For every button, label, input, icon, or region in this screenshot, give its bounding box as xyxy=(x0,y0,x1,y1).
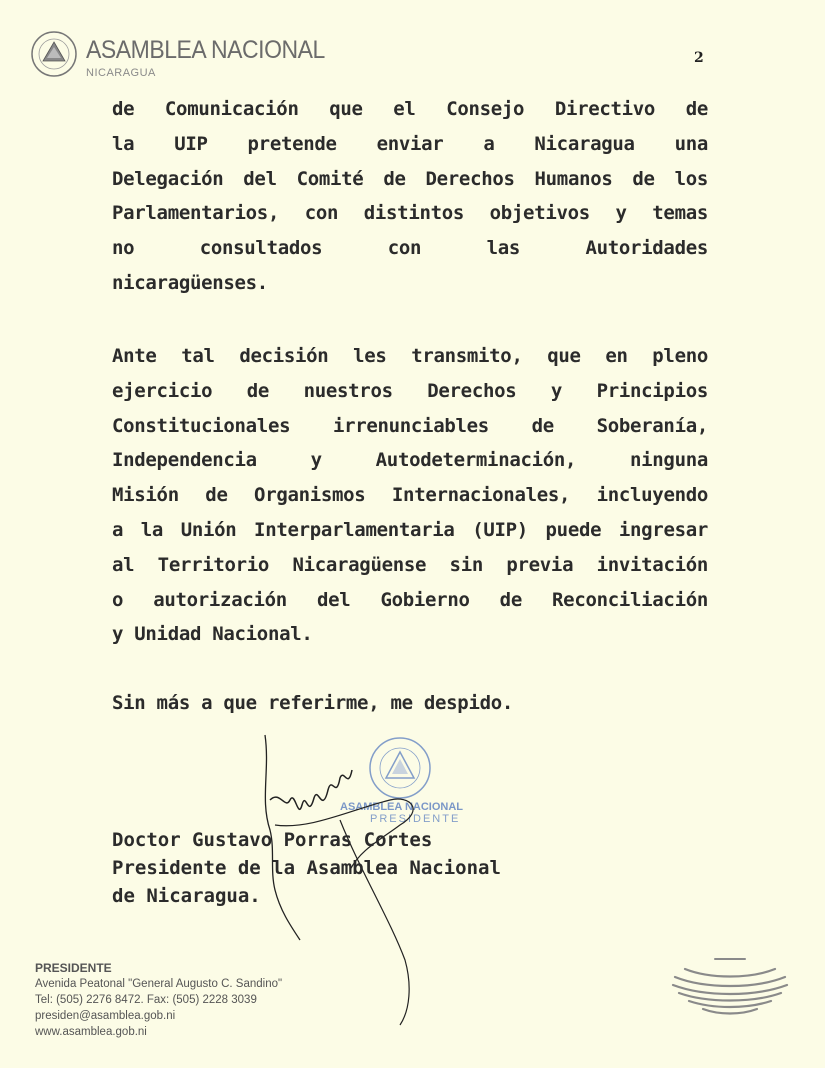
footer-email: presiden@asamblea.gob.ni xyxy=(35,1010,176,1022)
text-line: ejercicio de nuestros Derechos y Principios xyxy=(112,379,708,402)
institution-name: ASAMBLEA NACIONAL xyxy=(86,36,325,64)
page-number: 2 xyxy=(694,50,704,66)
text-line: Parlamentarios, con distintos objetivos y temas xyxy=(112,202,708,225)
signatory-country: de Nicaragua. xyxy=(112,885,261,907)
institution-brand xyxy=(86,36,346,79)
text-line: Independencia y Autodeterminación, ninguna xyxy=(112,449,708,472)
footer-address: Avenida Peatonal "General Augusto C. Sandino" xyxy=(35,978,283,990)
text-line: Misión de Organismos Internacionales, incluyendo xyxy=(112,484,708,507)
text-line: no consultados con las Autoridades xyxy=(112,237,708,260)
assembly-hemicycle-icon xyxy=(665,955,795,1025)
text-line: al Territorio Nicaragüense sin previa invitación xyxy=(112,553,708,576)
paragraph-2 xyxy=(112,339,708,652)
national-seal-icon xyxy=(30,30,78,78)
footer-website: www.asamblea.gob.ni xyxy=(35,1026,147,1038)
institution-country: NICARAGUA xyxy=(86,67,156,79)
signatory-name: Doctor Gustavo Porras Cortes xyxy=(112,829,433,851)
text-line: y Unidad Nacional. xyxy=(112,623,313,646)
text-line: nicaragüenses. xyxy=(112,271,268,294)
text-line: Delegación del Comité de Derechos Humanos de los xyxy=(112,167,708,190)
paragraph-closing xyxy=(112,686,708,721)
paragraph-1 xyxy=(112,92,708,301)
signature-block xyxy=(112,826,501,910)
text-line: Sin más a que referirme, me despido. xyxy=(112,692,514,714)
stamp-line-2: PRESIDENTE xyxy=(370,813,461,825)
text-line: de Comunicación que el Consejo Directivo de xyxy=(112,98,708,120)
footer-department: PRESIDENTE xyxy=(35,961,112,975)
footer-contact xyxy=(35,960,282,1040)
text-line: o autorización del Gobierno de Reconciliación xyxy=(112,588,708,611)
text-line: la UIP pretende enviar a Nicaragua una xyxy=(112,132,708,155)
text-line: Ante tal decisión les transmito, que en pleno xyxy=(112,345,708,367)
signatory-title: Presidente de la Asamblea Nacional xyxy=(112,857,501,879)
text-line: a la Unión Interparlamentaria (UIP) puede ingresar xyxy=(112,518,708,541)
footer-phone: Tel: (505) 2276 8472. Fax: (505) 2228 3039 xyxy=(35,994,257,1006)
text-line: Constitucionales irrenunciables de Soberanía, xyxy=(112,414,708,437)
stamp-line-1: ASAMBLEA NACIONAL xyxy=(340,801,464,813)
